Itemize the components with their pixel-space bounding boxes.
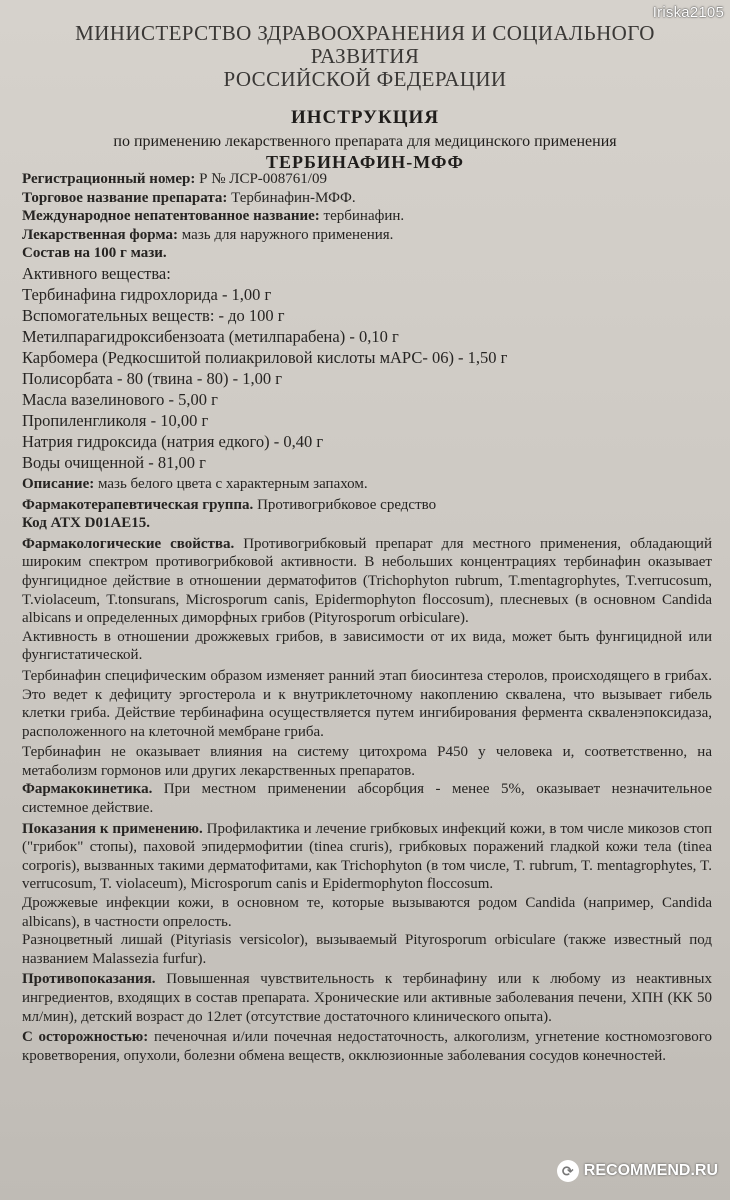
indications-p2: Дрожжевые инфекции кожи, в основном те, которые вызываются родом Candida (например, Candida albicans), в частности опрелость. <box>22 895 712 930</box>
composition-label: Состав на 100 г мази. <box>22 245 167 262</box>
indications-p1: Показания к применению. Профилактика и лечение грибковых инфекций кожи, в том числе микозов стоп ("грибок" стопы), паховой эпидермофитии (tinea cruris), грибковых поражений гладкой кожи тела (tinea corporis), вызванных такими дерматофитами, как Trichophyton (в том числе, T. rubrum, T. mentagrophytes, T. verrucosum, T. violaceum), Microsporum canis и Epidermophyton floccosum. <box>22 820 712 893</box>
instruction-title: ИНСТРУКЦИЯ <box>290 107 440 128</box>
pharmacology-p3: Тербинафин специфическим образом изменяет ранний этап биосинтеза стеролов, происходящего в грибах. Это ведет к дефициту эргостерола и к внутриклеточному накоплению сквалена, что вызывает гибель клетки гриба. Действие тербинафина осуществляется путем ингибирования фермента скваленэпоксидаза, расположенного на клеточной мембране гриба. <box>22 667 712 740</box>
indications-p3: Разноцветный лишай (Pityriasis versicolor), вызываемый Pityrosporum orbiculare (также известный под названием Malassezia furfur). <box>22 932 712 967</box>
composition-item: Вспомогательных веществ: - до 100 г <box>22 305 285 325</box>
composition-item: Метилпарагидроксибензоата (метилпарабена) - 0,10 г <box>22 326 399 346</box>
contraindications: Противопоказания. Повышенная чувствительность к тербинафину или к любому из неактивных ингредиентов, входящих в состав препарата. Хронические или активные заболевания печени, ХПН (КК 50 мл/мин), детский возраст до 12лет (отсутствие достаточного клинического опыта). <box>22 971 712 1025</box>
composition-item: Воды очищенной - 81,00 г <box>22 452 206 472</box>
inn-name: Международное непатентованное название: тербинафин. <box>22 208 405 225</box>
composition-item: Активного вещества: <box>22 263 171 283</box>
ministry-line-2: РОССИЙСКОЙ ФЕДЕРАЦИИ <box>223 67 507 91</box>
composition-item: Пропиленгликоля - 10,00 г <box>22 410 209 430</box>
site-watermark-text: RECOMMEND.RU <box>583 1162 718 1179</box>
user-watermark: Iriska2105 <box>652 4 724 21</box>
ministry-line-1: МИНИСТЕРСТВО ЗДРАВООХРАНЕНИЯ И СОЦИАЛЬНОГО РАЗВИТИЯ <box>75 21 655 68</box>
atc-code: Код АТХ D01AE15. <box>22 515 151 532</box>
drug-name: ТЕРБИНАФИН-МФФ <box>266 152 464 172</box>
composition-list <box>22 263 712 473</box>
recommend-logo-icon: ⟳ <box>557 1160 579 1182</box>
pharmacokinetics: Фармакокинетика. При местном применении абсорбция - менее 5%, оказывает незначительное системное действие. <box>22 781 712 817</box>
pharm-group: Фармакотерапевтическая группа. Противогрибковое средство <box>22 496 437 513</box>
composition-item: Полисорбата - 80 (твина - 80) - 1,00 г <box>22 368 282 388</box>
pharmacology-p1: Фармакологические свойства. Противогрибковый препарат для местного применения, обладающий широким спектром противогрибковой активности. В небольших концентрациях тербинафин оказывает фунгицидное действие в отношении дерматофитов (Trichophyton rubrum, T.mentagrophytes, T.verrucosum, T.violaceum, T.tonsurans, Microsporum canis, Epidermophyton floccosum), плесневых (в основном Candida albicans и определенных диморфных грибов (Pityrosporum orbiculare). <box>22 535 712 627</box>
site-watermark <box>557 1160 718 1182</box>
pharmacology-p2: Активность в отношении дрожжевых грибов, в зависимости от их вида, может быть фунгицидной или фунгистатической. <box>22 628 712 664</box>
composition-item: Карбомера (Редкосшитой полиакриловой кислоты мАРС- 06) - 1,50 г <box>22 347 508 367</box>
description: Описание: мазь белого цвета с характерным запахом. <box>22 475 368 492</box>
instruction-subtitle: по применению лекарственного препарата для медицинского применения <box>113 133 617 150</box>
composition-item: Тербинафина гидрохлорида - 1,00 г <box>22 284 272 304</box>
document-body <box>22 170 712 1065</box>
ministry-name <box>20 22 710 91</box>
caution: С осторожностью: печеночная и/или почечная недостаточность, алкоголизм, угнетение костномозгового кроветворения, опухоли, болезни обмена веществ, окклюзионные заболевания сосудов конечностей. <box>22 1029 712 1064</box>
document-header <box>20 22 710 173</box>
registration-number: Регистрационный номер: Р № ЛСР-008761/09 <box>22 171 327 187</box>
dosage-form: Лекарственная форма: мазь для наружного применения. <box>22 226 394 243</box>
trade-name: Торговое название препарата: Тербинафин-МФФ. <box>22 189 356 206</box>
composition-item: Натрия гидроксида (натрия едкого) - 0,40 г <box>22 431 324 451</box>
composition-item: Масла вазелинового - 5,00 г <box>22 389 218 409</box>
pharmacology-p4: Тербинафин не оказывает влияния на систему цитохрома Р450 у человека и, соответственно, на метаболизм гормонов или других лекарственных препаратов. <box>22 744 712 779</box>
